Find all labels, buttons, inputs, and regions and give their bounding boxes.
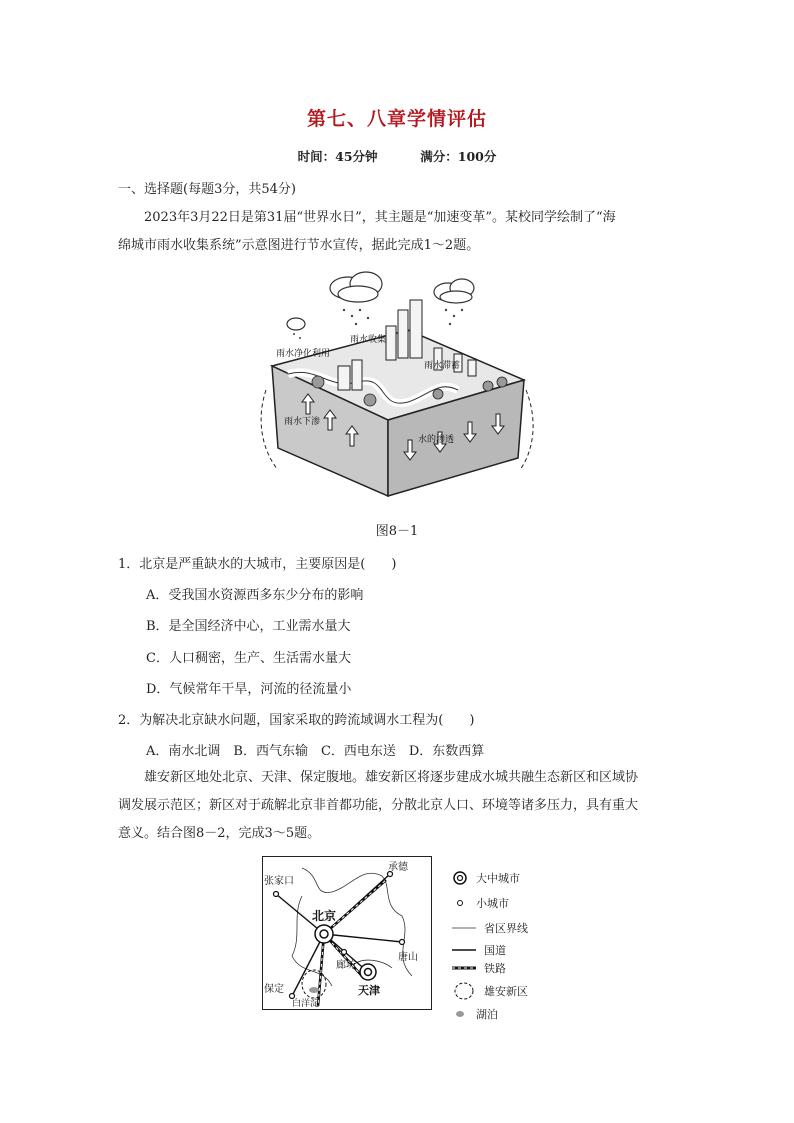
label-retain: 雨水滞蓄	[424, 361, 461, 371]
xiongan-map	[262, 856, 432, 1010]
exam-meta	[0, 147, 794, 165]
full-score: 满分：100分	[420, 149, 497, 164]
city-tianjin: 天津	[358, 984, 380, 997]
legend-small-city: 小城市	[452, 895, 509, 911]
intro2-line3: 意义。结合图8－2，完成3～5题。	[118, 826, 321, 841]
intro2-line1: 雄安新区地处北京、天津、保定腹地。雄安新区将逐步建成水城共融生态新区和区域协	[144, 770, 639, 785]
large-city-symbol-icon	[452, 871, 468, 885]
lake-symbol-icon	[452, 1007, 468, 1021]
legend-xiongan: 雄安新区	[452, 982, 528, 1000]
legend-boundary: 省区界线	[452, 920, 528, 936]
q1-option-d: D．气候常年干旱，河流的径流量小	[146, 682, 352, 697]
city-beijing: 北京	[312, 909, 337, 923]
city-zhangjiakou: 张家口	[264, 876, 294, 887]
label-purify: 雨水净化利用	[276, 349, 331, 359]
q1-option-b: B．是全国经济中心，工业需水量大	[146, 619, 351, 634]
city-langfang: 廊坊	[336, 960, 356, 971]
q2-options: A．南水北调 B．西气东输 C．西电东送 D．东数西算	[146, 744, 485, 759]
legend-lake: 湖泊	[452, 1006, 498, 1022]
legend-railway: 铁路	[452, 960, 506, 976]
sponge-city-diagram	[258, 270, 538, 510]
railway-line-icon	[452, 961, 476, 975]
q1-option-a: A．受我国水资源西多东少分布的影响	[146, 588, 364, 603]
question-2: 2．为解决北京缺水问题，国家采取的跨流域调水工程为( )	[118, 713, 475, 728]
city-baoding: 保定	[264, 984, 284, 995]
intro1-line1: 2023年3月22日是第31届“世界水日”，其主题是“加速变革”。某校同学绘制了“海	[144, 210, 616, 225]
label-collect: 雨水收集	[350, 335, 387, 345]
label-infiltrate: 雨水下渗	[284, 417, 321, 427]
time-limit: 时间：45分钟	[297, 149, 378, 164]
figure1-caption: 图8－1	[375, 524, 419, 539]
page-title: 第七、八章学情评估	[306, 108, 487, 130]
intro-paragraph-2	[118, 764, 690, 848]
new-area-outline-icon	[452, 982, 476, 1000]
label-permeate: 水的渗透	[418, 435, 455, 445]
lake-baiyangdian: 白洋淀	[292, 999, 320, 1009]
intro1-line2: 绵城市雨水收集系统”示意图进行节水宣传，据此完成1～2题。	[118, 238, 480, 253]
boundary-line-icon	[452, 921, 476, 935]
city-chengde: 承德	[388, 862, 408, 873]
question-1: 1．北京是严重缺水的大城市，主要原因是( )	[118, 557, 397, 572]
section-heading: 一、选择题(每题3分，共54分)	[118, 182, 296, 197]
small-city-symbol-icon	[452, 896, 468, 910]
legend-highway: 国道	[452, 942, 506, 958]
city-tangshan: 唐山	[398, 952, 418, 963]
highway-line-icon	[452, 943, 476, 957]
intro2-line2: 调发展示范区；新区对于疏解北京非首都功能，分散北京人口、环境等诸多压力，具有重大	[118, 798, 639, 813]
q1-option-c: C．人口稠密，生产、生活需水量大	[146, 651, 351, 666]
intro-paragraph-1	[118, 204, 690, 260]
legend-large-city: 大中城市	[452, 870, 520, 886]
